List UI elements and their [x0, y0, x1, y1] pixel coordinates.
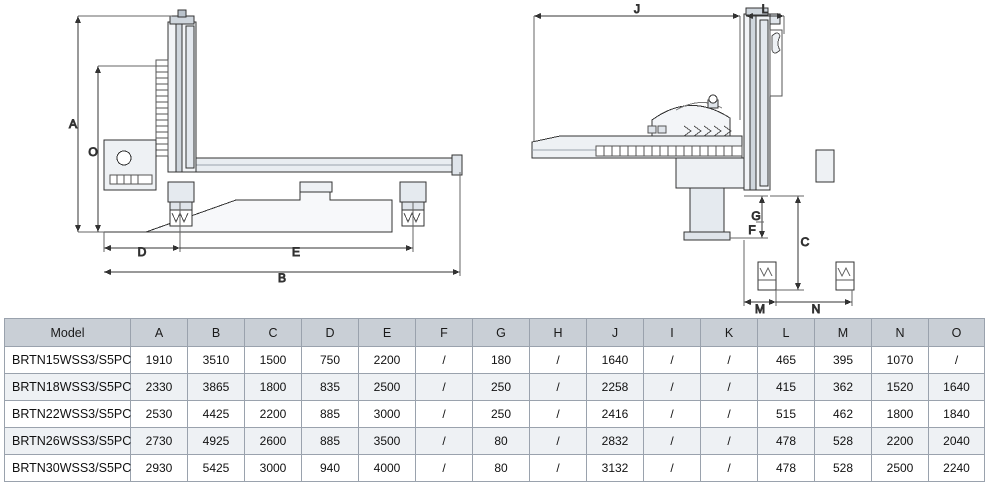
cell-model: BRTN30WSS3/S5PC	[5, 455, 131, 482]
column-header-l: L	[758, 319, 815, 347]
cell-n: 2200	[872, 428, 929, 455]
table-header-row	[5, 319, 985, 347]
cell-e: 2200	[359, 347, 416, 374]
cell-n: 1070	[872, 347, 929, 374]
cell-a: 2330	[131, 374, 188, 401]
cell-n: 1800	[872, 401, 929, 428]
cell-l: 415	[758, 374, 815, 401]
cell-i: /	[644, 401, 701, 428]
column-header-g: G	[473, 319, 530, 347]
cell-model: BRTN15WSS3/S5PC	[5, 347, 131, 374]
cell-h: /	[530, 401, 587, 428]
cell-k: /	[701, 347, 758, 374]
cell-m: 528	[815, 428, 872, 455]
table-row	[5, 428, 985, 455]
cell-o: 2040	[929, 428, 985, 455]
cell-i: /	[644, 455, 701, 482]
cell-e: 3000	[359, 401, 416, 428]
cell-f: /	[416, 374, 473, 401]
cell-b: 4425	[188, 401, 245, 428]
cell-n: 1520	[872, 374, 929, 401]
cell-f: /	[416, 428, 473, 455]
front-view-geometry	[104, 10, 462, 232]
cell-i: /	[644, 347, 701, 374]
table-row	[5, 374, 985, 401]
cell-a: 1910	[131, 347, 188, 374]
cell-b: 5425	[188, 455, 245, 482]
cell-a: 2530	[131, 401, 188, 428]
cell-d: 940	[302, 455, 359, 482]
cell-b: 3510	[188, 347, 245, 374]
dimension-label-d: D	[137, 245, 147, 259]
cell-k: /	[701, 428, 758, 455]
cell-g: 250	[473, 401, 530, 428]
cell-m: 395	[815, 347, 872, 374]
cell-l: 515	[758, 401, 815, 428]
cell-j: 1640	[587, 347, 644, 374]
cell-j: 2416	[587, 401, 644, 428]
cell-a: 2930	[131, 455, 188, 482]
cell-model: BRTN22WSS3/S5PC	[5, 401, 131, 428]
cell-o: 1640	[929, 374, 985, 401]
column-header-e: E	[359, 319, 416, 347]
column-header-m: M	[815, 319, 872, 347]
table-row	[5, 401, 985, 428]
cell-m: 362	[815, 374, 872, 401]
dimension-label-f: F	[748, 223, 756, 237]
cell-f: /	[416, 401, 473, 428]
cell-b: 3865	[188, 374, 245, 401]
cell-d: 885	[302, 428, 359, 455]
cell-l: 465	[758, 347, 815, 374]
cell-h: /	[530, 374, 587, 401]
cell-k: /	[701, 401, 758, 428]
cell-m: 528	[815, 455, 872, 482]
dimension-label-b: B	[277, 271, 287, 285]
cell-a: 2730	[131, 428, 188, 455]
column-header-f: F	[416, 319, 473, 347]
dimension-label-c: C	[800, 235, 810, 249]
column-header-j: J	[587, 319, 644, 347]
cell-g: 250	[473, 374, 530, 401]
cell-j: 2258	[587, 374, 644, 401]
table-row	[5, 455, 985, 482]
specification-table-wrapper	[4, 318, 970, 482]
dimension-label-a: A	[68, 117, 78, 131]
dimension-label-j: J	[634, 2, 640, 16]
column-header-a: A	[131, 319, 188, 347]
cell-l: 478	[758, 455, 815, 482]
column-header-model: Model	[5, 319, 131, 347]
dimension-label-o: O	[88, 145, 98, 159]
cell-i: /	[644, 428, 701, 455]
cell-i: /	[644, 374, 701, 401]
cell-o: 2240	[929, 455, 985, 482]
cell-o: /	[929, 347, 985, 374]
cell-h: /	[530, 347, 587, 374]
cell-l: 478	[758, 428, 815, 455]
cell-g: 80	[473, 455, 530, 482]
column-header-n: N	[872, 319, 929, 347]
cell-e: 4000	[359, 455, 416, 482]
cell-model: BRTN26WSS3/S5PC	[5, 428, 131, 455]
column-header-b: B	[188, 319, 245, 347]
cell-f: /	[416, 347, 473, 374]
cell-m: 462	[815, 401, 872, 428]
cell-n: 2500	[872, 455, 929, 482]
cell-d: 750	[302, 347, 359, 374]
cell-d: 885	[302, 401, 359, 428]
dimension-label-e: E	[291, 245, 301, 259]
cell-d: 835	[302, 374, 359, 401]
cell-model: BRTN18WSS3/S5PC	[5, 374, 131, 401]
cell-c: 2600	[245, 428, 302, 455]
cell-f: /	[416, 455, 473, 482]
cell-c: 1500	[245, 347, 302, 374]
specification-table	[4, 318, 985, 482]
cell-h: /	[530, 455, 587, 482]
cell-j: 3132	[587, 455, 644, 482]
dimension-label-n: N	[811, 302, 821, 316]
dimension-label-l: L	[761, 2, 769, 16]
cell-k: /	[701, 374, 758, 401]
cell-e: 2500	[359, 374, 416, 401]
cell-e: 3500	[359, 428, 416, 455]
cell-c: 1800	[245, 374, 302, 401]
dimension-label-m: M	[755, 302, 765, 316]
dimension-label-g: G	[751, 209, 761, 223]
column-header-d: D	[302, 319, 359, 347]
cell-h: /	[530, 428, 587, 455]
cell-g: 80	[473, 428, 530, 455]
column-header-i: I	[644, 319, 701, 347]
table-row	[5, 347, 985, 374]
cell-j: 2832	[587, 428, 644, 455]
cell-g: 180	[473, 347, 530, 374]
cell-b: 4925	[188, 428, 245, 455]
column-header-k: K	[701, 319, 758, 347]
column-header-o: O	[929, 319, 985, 347]
cell-c: 2200	[245, 401, 302, 428]
cell-o: 1840	[929, 401, 985, 428]
column-header-h: H	[530, 319, 587, 347]
column-header-c: C	[245, 319, 302, 347]
cell-k: /	[701, 455, 758, 482]
cell-c: 3000	[245, 455, 302, 482]
